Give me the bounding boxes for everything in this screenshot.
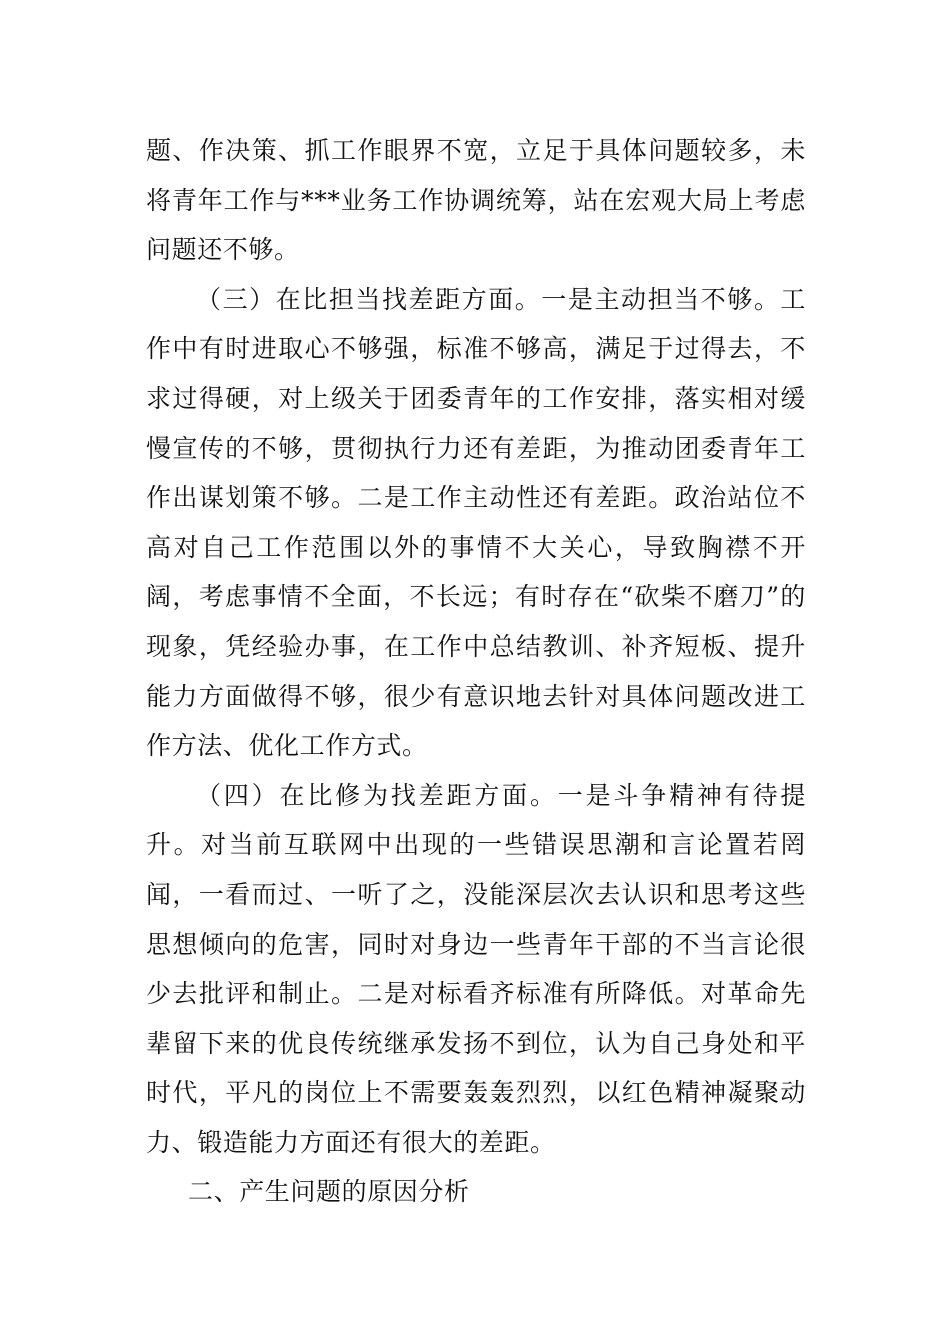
document-body bbox=[146, 126, 806, 1217]
paragraph-intro-continuation: 题、作决策、抓工作眼界不宽，立足于具体问题较多，未将青年工作与***业务工作协调统筹，站在宏观大局上考虑问题还不够。 bbox=[146, 136, 806, 265]
paragraph-section-4: （四）在比修为找差距方面。一是斗争精神有待提升。对当前互联网中出现的一些错误思潮和言论置若罔闻，一看而过、一听了之，没能深层次去认识和思考这些思想倾向的危害，同时对身边一些青年干部的不当言论很少去批评和制止。二是对标看齐标准有所降低。对革命先辈留下来的优良传统继承发扬不到位，认为自己身处和平时代，平凡的岗位上不需要轰轰烈烈，以红色精神凝聚动力、锻造能力方面还有很大的差距。 bbox=[146, 780, 806, 1157]
section-heading-cause-analysis: 二、产生问题的原因分析 bbox=[188, 1177, 470, 1207]
paragraph-section-3: （三）在比担当找差距方面。一是主动担当不够。工作中有时进取心不够强，标准不够高，满足于过得去，不求过得硬，对上级关于团委青年的工作安排，落实相对缓慢宣传的不够，贯彻执行力还有差距，为推动团委青年工作出谋划策不够。二是工作主动性还有差距。政治站位不高对自己工作范围以外的事情不大关心，导致胸襟不开阔，考虑事情不全面，不长远；有时存在“砍柴不磨刀”的现象，凭经验办事，在工作中总结教训、补齐短板、提升能力方面做得不够，很少有意识地去针对具体问题改进工作方法、优化工作方式。 bbox=[146, 284, 806, 761]
